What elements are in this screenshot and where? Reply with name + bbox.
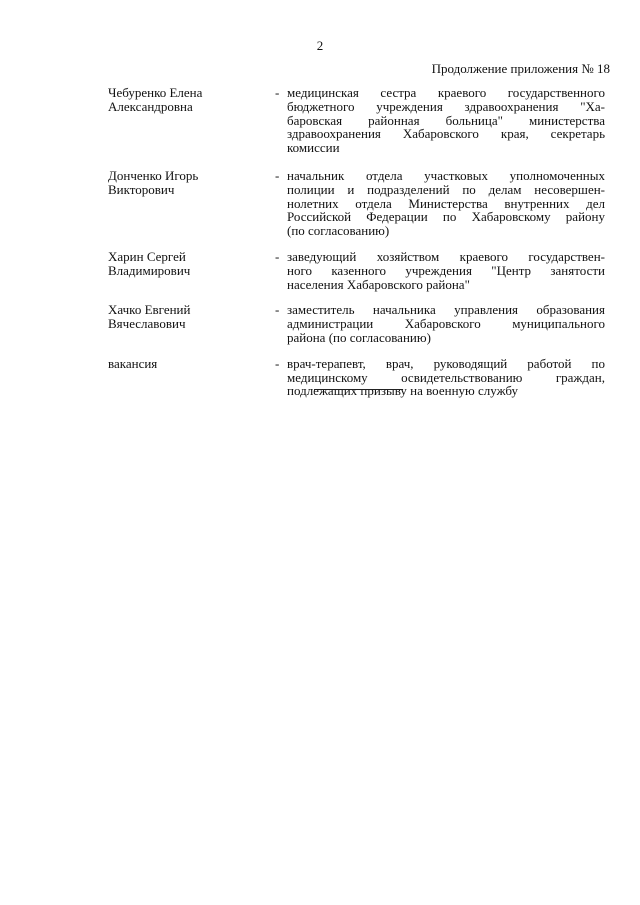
member-surname-first-name: Харин Сергей xyxy=(108,248,186,264)
position-line: медицинскому освидетельствованию граждан, xyxy=(287,369,605,385)
vacancy-label: вакансия xyxy=(108,355,158,371)
position-line: заведующий хозяйством краевого государствен- xyxy=(287,248,605,264)
position-line: Российской Федерации по Хабаровскому району xyxy=(287,209,605,225)
page-number: 2 xyxy=(316,38,324,53)
position-line: заместитель начальника управления образования xyxy=(287,302,605,318)
position-line: района (по согласованию) xyxy=(287,329,431,345)
member-position xyxy=(287,303,605,344)
position-line: бюджетного учреждения здравоохранения "Ха- xyxy=(287,98,605,114)
position-line: здравоохранения Хабаровского края, секретарь xyxy=(287,126,605,142)
position-line: нолетних отдела Министерства внутренних дел xyxy=(287,195,605,211)
member-name xyxy=(108,357,268,371)
member-position xyxy=(287,250,605,291)
entry-dash: - xyxy=(275,85,280,100)
commission-members-list xyxy=(0,86,640,398)
position-line: начальник отдела участковых уполномоченных xyxy=(287,167,605,183)
entry-dash: - xyxy=(275,355,280,371)
member-entry xyxy=(0,303,640,344)
member-entry xyxy=(0,250,640,291)
position-line: администрации Хабаровского муниципального xyxy=(287,316,605,332)
position-line: подлежащих призыву на военную службу xyxy=(287,383,518,399)
position-line: ного казенного учреждения "Центр занятости xyxy=(287,262,605,278)
member-surname-first-name: Донченко Игорь xyxy=(108,167,199,183)
position-line: полиции и подразделений по делам несовершен- xyxy=(287,181,605,197)
position-line: медицинская сестра краевого государственного xyxy=(287,85,605,100)
member-patronymic: Вячеславович xyxy=(108,316,186,332)
member-surname-first-name: Чебуренко Елена xyxy=(108,85,203,100)
position-line: врач-терапевт, врач, руководящий работой по xyxy=(287,355,605,371)
member-position xyxy=(287,357,605,398)
member-position xyxy=(287,169,605,238)
appendix-continuation-label: Продолжение приложения № 18 xyxy=(431,61,610,76)
member-patronymic: Владимирович xyxy=(108,262,191,278)
member-name xyxy=(108,250,268,278)
member-entry xyxy=(0,86,640,155)
entry-dash: - xyxy=(275,167,280,183)
member-name xyxy=(108,86,268,114)
entry-dash: - xyxy=(275,302,280,318)
member-surname-first-name: Хачко Евгений xyxy=(108,302,191,318)
position-line: (по согласованию) xyxy=(287,223,390,239)
member-position xyxy=(287,86,605,155)
member-entry xyxy=(0,169,640,238)
position-line: комиссии xyxy=(287,140,340,156)
entry-dash: - xyxy=(275,248,280,264)
member-patronymic: Викторович xyxy=(108,181,175,197)
end-divider-line xyxy=(314,389,403,390)
member-name xyxy=(108,303,268,331)
member-entry xyxy=(0,357,640,398)
member-name xyxy=(108,169,268,197)
position-line: баровская районная больница" министерства xyxy=(287,112,605,128)
position-line: населения Хабаровского района" xyxy=(287,276,470,292)
member-patronymic: Александровна xyxy=(108,98,193,114)
